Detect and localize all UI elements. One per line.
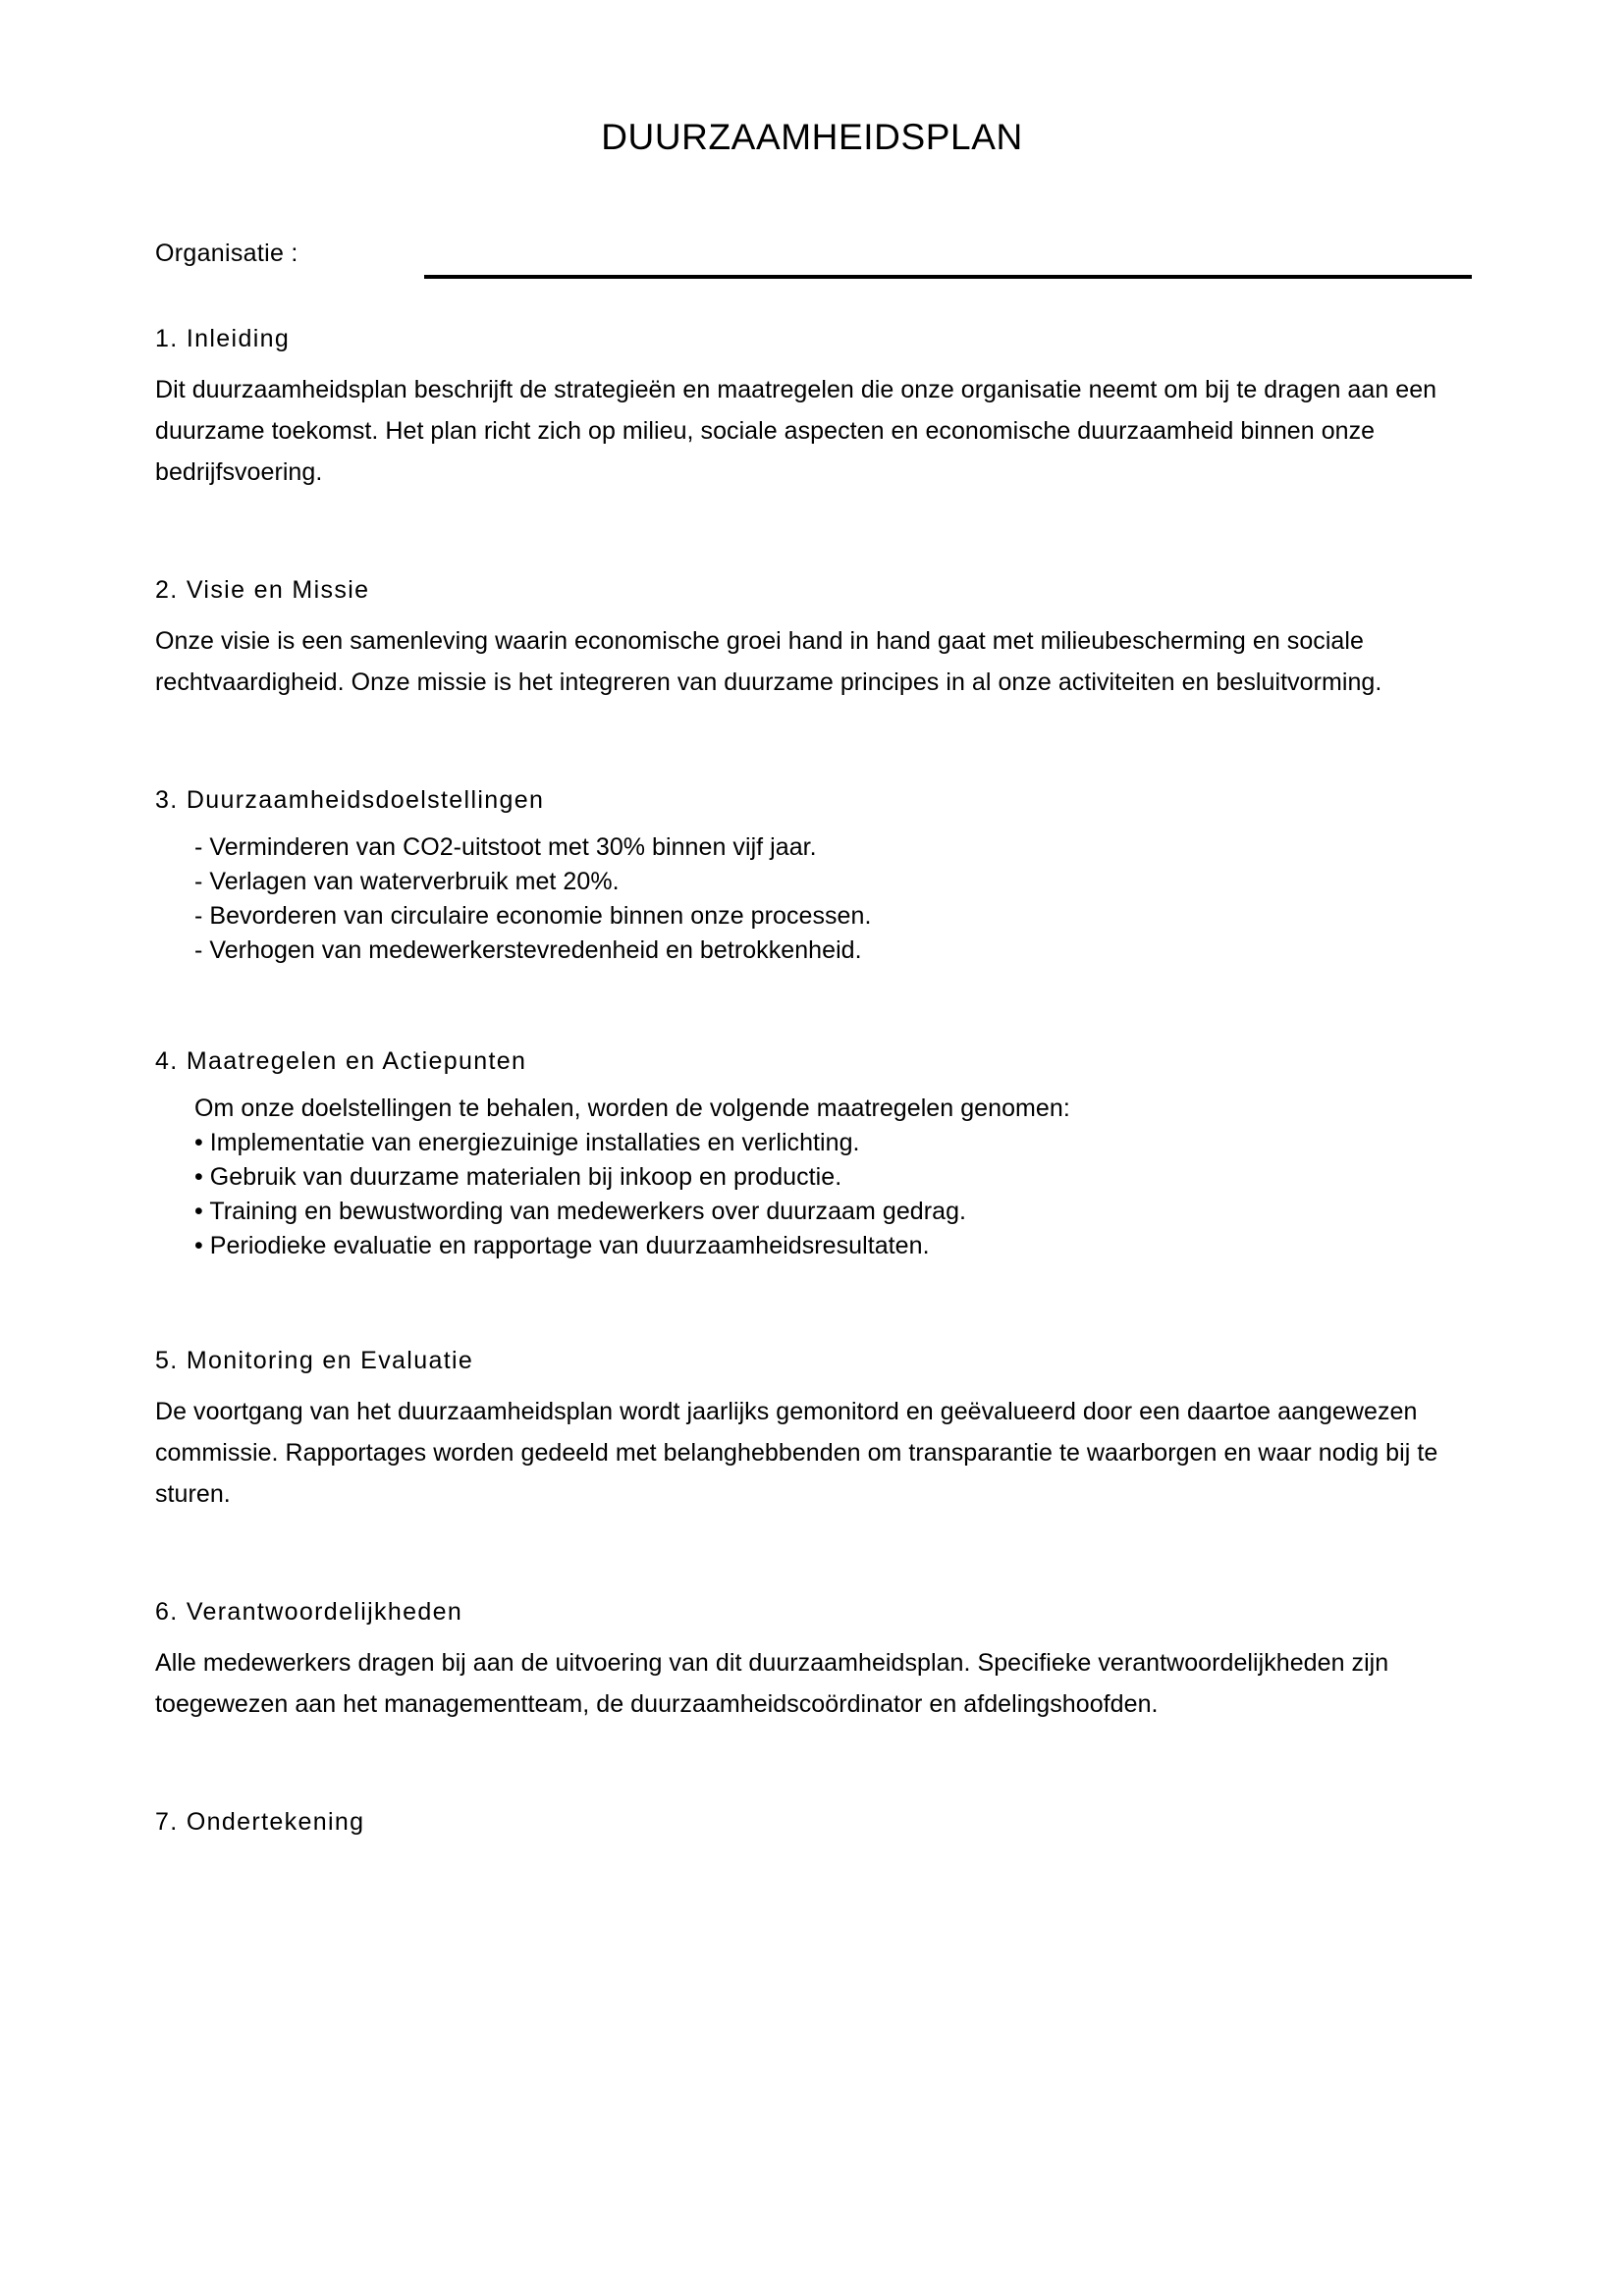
spacer-4 [155, 1263, 1476, 1344]
document-body [155, 322, 1476, 1852]
list-item: - Verhogen van medewerkerstevredenheid en betrokkenheid. [194, 936, 862, 964]
organisation-label: Organisatie : [155, 240, 298, 267]
section-heading-3: 3. Duurzaamheidsdoelstellingen [155, 786, 545, 814]
list-item: - Bevorderen van circulaire economie binnen onze processen. [194, 902, 872, 930]
spacer-5 [155, 1515, 1476, 1595]
section-ondertekening [155, 1805, 1476, 1839]
spacer-6 [155, 1725, 1476, 1805]
spacer-2 [155, 703, 1476, 783]
section-heading-2: 2. Visie en Missie [155, 576, 370, 604]
spacer-3 [155, 968, 1476, 1044]
paragraph-5: De voortgang van het duurzaamheidsplan wordt jaarlijks gemonitord en geëvalueerd door een daartoe aangewezen commissie. Rapportages worden gedeeld met belanghebbenden om transparantie te waarborgen en waar nodig bij te sturen. [155, 1398, 1438, 1508]
measures-intro: Om onze doelstellingen te behalen, worden de volgende maatregelen genomen: [194, 1095, 1070, 1122]
section-body-2 [155, 620, 1476, 703]
page-title: DUURZAAMHEIDSPLAN [601, 117, 1023, 157]
paragraph-1: Dit duurzaamheidsplan beschrijft de strategieën en maatregelen die onze organisatie neemt om bij te dragen aan een duurzame toekomst. Het plan richt zich op milieu, sociale aspecten en economische duurzaamheid binnen onze bedrijfsvoering. [155, 376, 1437, 486]
organisation-field-row [155, 238, 1481, 277]
section-duurzaamheidsdoelstellingen [155, 783, 1476, 968]
section-maatregelen-en-actiepunten [155, 1044, 1476, 1263]
list-item: - Verlagen van waterverbruik met 20%. [194, 868, 620, 895]
paragraph-2: Onze visie is een samenleving waarin economische groei hand in hand gaat met milieubescherming en sociale rechtvaardigheid. Onze missie is het integreren van duurzame principes in al onze activiteiten en besluitvorming. [155, 627, 1382, 696]
goals-list [155, 830, 1476, 968]
section-heading-7: 7. Ondertekening [155, 1808, 365, 1836]
section-heading-6: 6. Verantwoordelijkheden [155, 1598, 463, 1626]
section-heading-4: 4. Maatregelen en Actiepunten [155, 1047, 527, 1075]
section-body-1 [155, 369, 1476, 493]
list-item: • Periodieke evaluatie en rapportage van duurzaamheidsresultaten. [194, 1232, 930, 1259]
list-item: • Gebruik van duurzame materialen bij inkoop en productie. [194, 1163, 842, 1191]
section-heading-1: 1. Inleiding [155, 325, 291, 352]
paragraph-6: Alle medewerkers dragen bij aan de uitvoering van dit duurzaamheidsplan. Specifieke verantwoordelijkheden zijn toegewezen aan het managementteam, de duurzaamheidscoördinator en afdelingshoofden. [155, 1649, 1389, 1718]
list-item: • Training en bewustwording van medewerkers over duurzaam gedrag. [194, 1198, 967, 1225]
organisation-input-line[interactable] [424, 275, 1472, 279]
list-item: • Implementatie van energiezuinige installaties en verlichting. [194, 1129, 860, 1156]
section-visie-en-missie [155, 573, 1476, 703]
list-item: - Verminderen van CO2-uitstoot met 30% binnen vijf jaar. [194, 833, 817, 861]
section-body-6 [155, 1642, 1476, 1725]
section-inleiding [155, 322, 1476, 493]
section-body-5 [155, 1391, 1476, 1515]
section-verantwoordelijkheden [155, 1595, 1476, 1725]
spacer-1 [155, 493, 1476, 573]
section-heading-5: 5. Monitoring en Evaluatie [155, 1347, 474, 1374]
section-monitoring-en-evaluatie [155, 1344, 1476, 1515]
measures-list [155, 1126, 1476, 1263]
